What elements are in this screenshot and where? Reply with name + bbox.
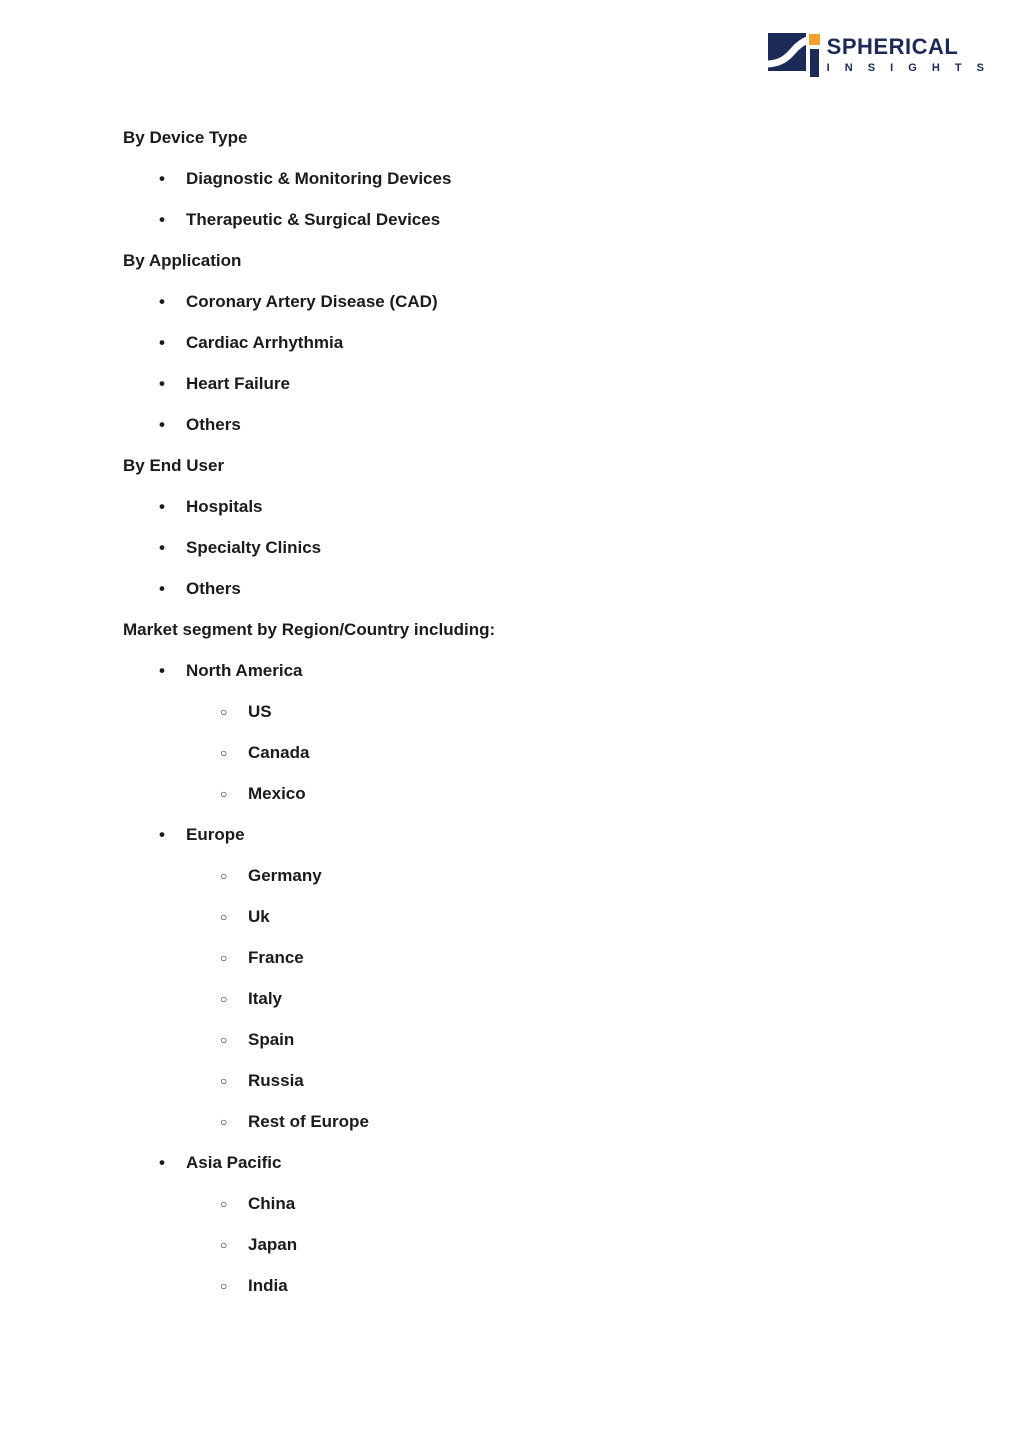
country-label: Russia bbox=[248, 1070, 304, 1090]
bullet-icon: • bbox=[159, 332, 165, 352]
list-item-label: Therapeutic & Surgical Devices bbox=[186, 209, 441, 229]
circle-bullet-icon: ○ bbox=[220, 950, 228, 965]
country-item bbox=[123, 773, 923, 814]
list-item-label: Others bbox=[186, 414, 241, 434]
country-item bbox=[123, 1265, 923, 1306]
country-item bbox=[123, 1060, 923, 1101]
heading-label: Market segment by Region/Country including: bbox=[123, 619, 496, 639]
circle-bullet-icon: ○ bbox=[220, 786, 228, 801]
section-heading-application bbox=[123, 240, 923, 281]
section-heading-region bbox=[123, 609, 923, 650]
country-label: Spain bbox=[248, 1029, 295, 1049]
spherical-logo-icon bbox=[768, 33, 820, 86]
country-label: US bbox=[248, 701, 272, 721]
country-label: Rest of Europe bbox=[248, 1111, 369, 1131]
list-item bbox=[123, 404, 923, 445]
country-item bbox=[123, 691, 923, 732]
country-label: China bbox=[248, 1193, 296, 1213]
circle-bullet-icon: ○ bbox=[220, 745, 228, 760]
list-item bbox=[123, 199, 923, 240]
list-item bbox=[123, 486, 923, 527]
circle-bullet-icon: ○ bbox=[220, 1114, 228, 1129]
circle-bullet-icon: ○ bbox=[220, 1196, 228, 1211]
spherical-insights-logo bbox=[768, 33, 990, 86]
bullet-icon: • bbox=[159, 578, 165, 598]
country-label: Italy bbox=[248, 988, 283, 1008]
country-label: France bbox=[248, 947, 304, 967]
list-item bbox=[123, 527, 923, 568]
section-heading-end-user bbox=[123, 445, 923, 486]
bullet-icon: • bbox=[159, 209, 165, 229]
list-item-label: Hospitals bbox=[186, 496, 263, 516]
bullet-icon: • bbox=[159, 824, 165, 844]
list-item-label: Diagnostic & Monitoring Devices bbox=[186, 168, 452, 188]
circle-bullet-icon: ○ bbox=[220, 909, 228, 924]
region-item bbox=[123, 814, 923, 855]
section-heading-device-type bbox=[123, 117, 923, 158]
region-item bbox=[123, 650, 923, 691]
list-item bbox=[123, 281, 923, 322]
country-label: Uk bbox=[248, 906, 270, 926]
bullet-icon: • bbox=[159, 373, 165, 393]
country-item bbox=[123, 1101, 923, 1142]
country-label: Canada bbox=[248, 742, 310, 762]
region-label: North America bbox=[186, 660, 303, 680]
heading-label: By Device Type bbox=[123, 127, 248, 147]
list-item-label: Cardiac Arrhythmia bbox=[186, 332, 344, 352]
list-item bbox=[123, 322, 923, 363]
bullet-icon: • bbox=[159, 496, 165, 516]
region-item bbox=[123, 1142, 923, 1183]
logo-wordmark bbox=[827, 35, 990, 74]
list-item-label: Coronary Artery Disease (CAD) bbox=[186, 291, 438, 311]
list-item bbox=[123, 568, 923, 609]
region-label: Europe bbox=[186, 824, 245, 844]
bullet-icon: • bbox=[159, 291, 165, 311]
circle-bullet-icon: ○ bbox=[220, 991, 228, 1006]
country-item bbox=[123, 937, 923, 978]
list-item bbox=[123, 158, 923, 199]
logo-brand-name: SPHERICAL bbox=[826, 34, 959, 59]
bullet-icon: • bbox=[159, 168, 165, 188]
circle-bullet-icon: ○ bbox=[220, 1278, 228, 1293]
country-item bbox=[123, 896, 923, 937]
country-label: Germany bbox=[248, 865, 322, 885]
circle-bullet-icon: ○ bbox=[220, 1073, 228, 1088]
list-item-label: Others bbox=[186, 578, 241, 598]
bullet-icon: • bbox=[159, 414, 165, 434]
list-item-label: Specialty Clinics bbox=[186, 537, 322, 557]
segmentation-list bbox=[123, 117, 923, 1306]
circle-bullet-icon: ○ bbox=[220, 1032, 228, 1047]
bullet-icon: • bbox=[159, 537, 165, 557]
country-item bbox=[123, 978, 923, 1019]
circle-bullet-icon: ○ bbox=[220, 1237, 228, 1252]
country-item bbox=[123, 1183, 923, 1224]
bullet-icon: • bbox=[159, 660, 165, 680]
country-item bbox=[123, 855, 923, 896]
circle-bullet-icon: ○ bbox=[220, 868, 228, 883]
country-item bbox=[123, 1224, 923, 1265]
list-item bbox=[123, 363, 923, 404]
heading-label: By Application bbox=[123, 250, 242, 270]
logo-brand-subname: I N S I G H T S bbox=[826, 62, 990, 75]
country-label: India bbox=[248, 1275, 288, 1295]
country-item bbox=[123, 1019, 923, 1060]
list-item-label: Heart Failure bbox=[186, 373, 290, 393]
bullet-icon: • bbox=[159, 1152, 165, 1172]
country-label: Japan bbox=[248, 1234, 298, 1254]
circle-bullet-icon: ○ bbox=[220, 704, 228, 719]
heading-label: By End User bbox=[123, 455, 225, 475]
country-label: Mexico bbox=[248, 783, 306, 803]
region-label: Asia Pacific bbox=[186, 1152, 282, 1172]
country-item bbox=[123, 732, 923, 773]
